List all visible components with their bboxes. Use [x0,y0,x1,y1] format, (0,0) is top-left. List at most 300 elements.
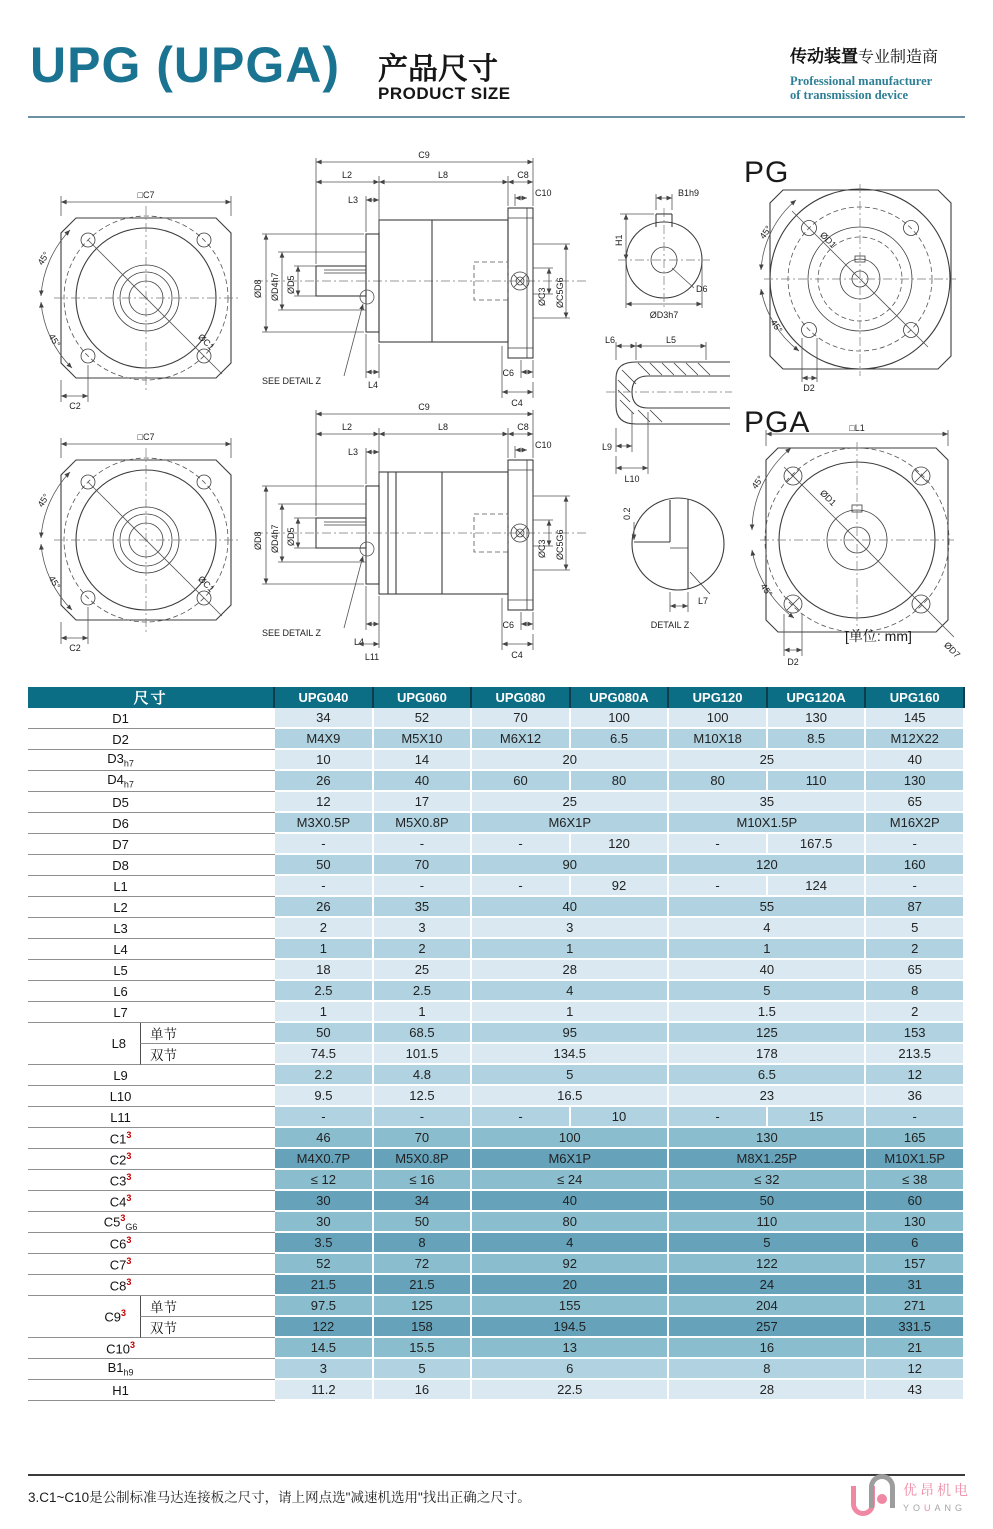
table-cell: M6X1P [472,1149,669,1170]
table-cell: - [669,876,768,897]
table-cell: 80 [571,771,670,792]
dim-label-c6: C6 [502,620,514,630]
dim-label-l5: L5 [665,335,677,345]
column-header-size: 尺寸 [28,687,275,708]
table-cell: 1 [472,1002,669,1023]
manufacturer-tagline [790,42,965,103]
dim-label-c10: C10 [535,440,552,450]
logo-text-cn: 优昂机电 [903,1482,971,1498]
table-cell: M5X0.8P [374,1149,473,1170]
dim-label-c6: C6 [502,368,514,378]
table-cell: 165 [866,1128,965,1149]
dim-label-h1: H1 [614,234,624,246]
table-cell: - [374,876,473,897]
side-view-drawing-top [246,148,591,413]
table-cell: 213.5 [866,1044,965,1065]
table-cell: 80 [669,771,768,792]
table-cell: 4 [472,1233,669,1254]
table-cell: 52 [275,1254,374,1275]
dim-label-c3: ØC3 [537,539,547,558]
row-label: L2 [28,897,275,918]
table-cell: 43 [866,1380,965,1401]
column-header: UPG120A [768,687,867,708]
column-header: UPG060 [374,687,473,708]
table-cell: 1 [275,1002,374,1023]
dim-label-l3: L3 [347,195,358,205]
table-cell: 31 [866,1275,965,1296]
dim-label-l8: L8 [437,422,449,432]
table-cell: - [275,834,374,855]
row-label: L11 [28,1107,275,1128]
table-cell: 110 [669,1212,866,1233]
dim-label-c5: ØC5G6 [555,529,565,560]
dim-label-l3: L3 [347,447,358,457]
table-cell: ≤ 32 [669,1170,866,1191]
table-cell: 13 [472,1338,669,1359]
row-label: $C3^3$ [28,1170,275,1191]
logo-en-pre: YO [903,1503,925,1513]
table-row [28,729,965,750]
dim-label-pga-d1: ØD1 [818,487,839,508]
tagline-cn: 专业制造商 [858,49,939,66]
table-row [28,1149,965,1170]
dim-label-d8: ØD8 [253,531,263,550]
table-row [28,960,965,981]
column-header: UPG080 [472,687,571,708]
dim-label-pg-d2: D2 [803,383,815,393]
column-header: UPG040 [275,687,374,708]
table-cell: 50 [669,1191,866,1212]
table-cell: 15.5 [374,1338,473,1359]
dim-label-d6: D6 [696,284,708,294]
table-row [28,1254,965,1275]
table-row [28,813,965,834]
company-logo [823,1472,973,1522]
table-cell: - [374,834,473,855]
table-cell: 153 [866,1023,965,1044]
table-row [28,1317,965,1338]
table-cell: 15 [768,1107,867,1128]
dim-label-c5: ØC5G6 [555,277,565,308]
table-cell: - [472,834,571,855]
table-cell: 40 [472,1191,669,1212]
table-cell: 92 [571,876,670,897]
logo-en-post: ANG [934,1503,967,1513]
table-cell: 12.5 [374,1086,473,1107]
dim-label-c2: C2 [69,643,81,652]
table-cell: 5 [374,1359,473,1380]
table-cell: 17 [374,792,473,813]
unit-note: [单位: mm] [845,628,912,644]
table-cell: 90 [472,855,669,876]
table-cell: 110 [768,771,867,792]
table-cell: 1 [472,939,669,960]
table-cell: M6X1P [472,813,669,834]
table-row [28,1065,965,1086]
table-cell: 1 [669,939,866,960]
table-cell: 4 [669,918,866,939]
table-cell: 100 [472,1128,669,1149]
dim-label-l8: L8 [437,170,449,180]
table-cell: 3 [472,918,669,939]
table-cell: 18 [275,960,374,981]
row-label: $C6^3$ [28,1233,275,1254]
table-cell: 3 [275,1359,374,1380]
table-cell: 87 [866,897,965,918]
table-cell: 65 [866,792,965,813]
table-cell: 204 [669,1296,866,1317]
dim-label-d4: ØD4h7 [270,272,280,301]
table-cell: 50 [374,1212,473,1233]
table-cell: ≤ 24 [472,1170,669,1191]
table-row [28,1233,965,1254]
table-cell: 120 [669,855,866,876]
row-label: L4 [28,939,275,960]
table-cell: 40 [669,960,866,981]
dim-label-c1: ØC1 [196,573,217,594]
table-row [28,918,965,939]
table-cell: 21.5 [374,1275,473,1296]
table-cell: 9.5 [275,1086,374,1107]
front-view-drawing-top [26,178,246,410]
table-row [28,1380,965,1401]
footnote: 3.C1~C10是公制标准马达连接板之尺寸，请上网点选"减速机选用"找出正确之尺寸。 [28,1490,531,1505]
table-cell: M16X2P [866,813,965,834]
row-sublabel: 双节 [140,1044,275,1065]
table-row [28,981,965,1002]
table-cell: 178 [669,1044,866,1065]
table-cell: 5 [669,1233,866,1254]
table-cell: 25 [472,792,669,813]
table-cell: 3 [374,918,473,939]
row-label: L7 [28,1002,275,1023]
table-cell: M3X0.5P [275,813,374,834]
technical-drawings [0,128,993,680]
table-cell: 5 [866,918,965,939]
table-row [28,750,965,771]
dim-label-c4: C4 [511,398,523,408]
table-cell: 257 [669,1317,866,1338]
table-cell: 122 [669,1254,866,1275]
table-cell: 14 [374,750,473,771]
table-cell: 124 [768,876,867,897]
row-label: $C2^3$ [28,1149,275,1170]
row-label: L8 [28,1023,140,1065]
column-header: UPG120 [669,687,768,708]
table-cell: M10X1.5P [866,1149,965,1170]
table-cell: 26 [275,897,374,918]
front-view-drawing-bottom [26,420,246,652]
dim-label-pga-d2: D2 [787,657,799,667]
table-cell: 25 [374,960,473,981]
row-label: D1 [28,708,275,729]
dim-label-c7: □C7 [137,432,155,442]
table-cell: 130 [669,1128,866,1149]
dim-label-d5: ØD5 [286,527,296,546]
section-title-en: PRODUCT SIZE [378,84,511,103]
table-cell: 50 [275,855,374,876]
table-cell: - [275,876,374,897]
table-cell: 60 [472,771,571,792]
row-label: L3 [28,918,275,939]
table-row [28,1338,965,1359]
table-cell: ≤ 38 [866,1170,965,1191]
row-sublabel: 单节 [140,1023,275,1044]
table-cell: 35 [374,897,473,918]
row-label: $D3_{h7}$ [28,750,275,771]
tagline-en-2: of transmission device [790,87,909,102]
table-cell: 130 [866,771,965,792]
pg-flange-view [738,172,966,394]
table-cell: 72 [374,1254,473,1275]
table-row [28,1191,965,1212]
table-cell: 12 [866,1359,965,1380]
table-cell: 50 [275,1023,374,1044]
row-label: D2 [28,729,275,750]
table-cell: 52 [374,708,473,729]
table-row [28,1212,965,1233]
table-cell: 6 [866,1233,965,1254]
table-cell: 6.5 [669,1065,866,1086]
table-cell: 167.5 [768,834,867,855]
table-cell: M6X12 [472,729,571,750]
dim-label-l2: L2 [341,422,353,432]
table-cell: 80 [472,1212,669,1233]
column-header: UPG160 [866,687,965,708]
table-cell: 5 [669,981,866,1002]
table-row [28,708,965,729]
table-cell: - [275,1107,374,1128]
table-cell: 16.5 [472,1086,669,1107]
dimension-table [28,687,965,1401]
table-cell: 125 [374,1296,473,1317]
table-cell: 2 [866,1002,965,1023]
row-label: D7 [28,834,275,855]
table-cell: 8 [866,981,965,1002]
table-cell: 34 [275,708,374,729]
table-cell: 100 [669,708,768,729]
dim-label-d3: ØD3h7 [649,310,679,320]
dim-label-l2: L2 [341,170,353,180]
table-cell: - [472,1107,571,1128]
table-cell: 12 [866,1065,965,1086]
table-cell: 16 [669,1338,866,1359]
table-cell: - [866,834,965,855]
dim-label-pga-45-1: 45° [749,473,766,491]
row-label: $C4^3$ [28,1191,275,1212]
table-cell: 160 [866,855,965,876]
dim-label-pga-d7: ØD7 [942,639,963,660]
table-cell: 34 [374,1191,473,1212]
table-row [28,834,965,855]
table-cell: 23 [669,1086,866,1107]
table-row [28,1296,965,1317]
table-cell: 55 [669,897,866,918]
table-cell: 36 [866,1086,965,1107]
table-cell: - [669,1107,768,1128]
table-cell: 122 [275,1317,374,1338]
table-cell: 97.5 [275,1296,374,1317]
tagline-en-1: Professional manufacturer [790,74,933,88]
dim-label-45-1: 45° [35,491,52,509]
table-cell: 101.5 [374,1044,473,1065]
dim-label-pga-45-2: 45° [758,581,775,599]
row-label: $C7^3$ [28,1254,275,1275]
key-profile-view [596,332,736,487]
dim-label-c1: ØC1 [196,331,217,352]
table-cell: 22.5 [472,1380,669,1401]
table-cell: 271 [866,1296,965,1317]
dim-label-pg-d1: ØD1 [818,229,839,250]
logo-en-mid: U [924,1503,935,1513]
table-cell: 24 [669,1275,866,1296]
table-row [28,1170,965,1191]
table-row [28,876,965,897]
see-detail-z-label: SEE DETAIL Z [262,628,322,638]
dim-label-l6: L6 [604,335,616,345]
table-cell: 6 [472,1359,669,1380]
table-cell: 1.5 [669,1002,866,1023]
dim-label-l9: L9 [601,442,612,452]
table-cell: 40 [374,771,473,792]
table-cell: M5X10 [374,729,473,750]
dim-label-l11: L11 [364,652,380,662]
table-cell: - [374,1107,473,1128]
dim-label-l4: L4 [367,380,379,390]
table-row [28,1023,965,1044]
dim-label-tol: 0.2 [622,507,632,520]
table-cell: M5X0.8P [374,813,473,834]
dim-label-pg-45-2: 45° [768,317,785,335]
table-cell: M8X1.25P [669,1149,866,1170]
row-label: $C8^3$ [28,1275,275,1296]
table-cell: - [866,876,965,897]
table-cell: 14.5 [275,1338,374,1359]
dim-label-c10: C10 [535,188,552,198]
dim-label-l7: L7 [698,596,709,606]
dim-label-c4: C4 [511,650,523,660]
table-cell: 8 [669,1359,866,1380]
table-cell: 6.5 [571,729,670,750]
row-label: $D4_{h7}$ [28,771,275,792]
table-cell: 4 [472,981,669,1002]
dim-label-c2: C2 [69,401,81,410]
dim-label-45-2: 45° [46,331,63,349]
table-cell: 1 [374,1002,473,1023]
table-cell: 3.5 [275,1233,374,1254]
shaft-end-view [602,180,727,325]
see-detail-z-label: SEE DETAIL Z [262,376,322,386]
table-row [28,1086,965,1107]
row-label: L5 [28,960,275,981]
dim-label-l10: L10 [624,474,640,484]
table-cell: 2.5 [374,981,473,1002]
dim-label-c9: C9 [418,150,430,160]
table-cell: 70 [374,1128,473,1149]
table-row [28,1044,965,1065]
detail-z-title: DETAIL Z [650,620,690,630]
row-label: $B1_{h9}$ [28,1359,275,1380]
dim-label-l4: L4 [353,637,365,647]
row-label: $C9^3$ [28,1296,140,1338]
pga-view-title: PGA [744,406,811,439]
table-cell: 46 [275,1128,374,1149]
table-row [28,1359,965,1380]
dim-label-pga-l1: □L1 [849,423,865,433]
table-row [28,855,965,876]
header-divider [28,116,965,118]
pg-view-title: PG [744,156,790,189]
table-cell: 20 [472,1275,669,1296]
table-cell: 21 [866,1338,965,1359]
table-row [28,771,965,792]
row-label: D8 [28,855,275,876]
table-row [28,1002,965,1023]
row-label: L6 [28,981,275,1002]
detail-z-view [600,476,740,634]
row-sublabel: 单节 [140,1296,275,1317]
table-cell: 12 [275,792,374,813]
page-title: UPG (UPGA) [30,37,340,93]
table-cell: 70 [472,708,571,729]
table-cell: 130 [768,708,867,729]
table-cell: 134.5 [472,1044,669,1065]
table-cell: 100 [571,708,670,729]
table-cell: 4.8 [374,1065,473,1086]
table-cell: M12X22 [866,729,965,750]
dim-label-d8: ØD8 [253,279,263,298]
table-cell: 11.2 [275,1380,374,1401]
logo-dot-icon [877,1494,887,1504]
table-cell: 10 [275,750,374,771]
table-cell: 70 [374,855,473,876]
table-row [28,897,965,918]
table-cell: 331.5 [866,1317,965,1338]
table-header-row [28,687,965,708]
row-label: $C5^3_{G6}$ [28,1212,275,1233]
table-cell: - [669,834,768,855]
logo-text [903,1480,971,1513]
table-row [28,1128,965,1149]
dim-label-d5: ØD5 [286,275,296,294]
table-cell: 2.5 [275,981,374,1002]
table-cell: 1 [275,939,374,960]
table-row [28,792,965,813]
table-cell: 60 [866,1191,965,1212]
table-cell: 40 [472,897,669,918]
table-cell: 30 [275,1191,374,1212]
dim-label-45-2: 45° [46,573,63,591]
table-cell: 25 [669,750,866,771]
table-cell: 65 [866,960,965,981]
table-cell: 26 [275,771,374,792]
table-cell: 120 [571,834,670,855]
row-label: $C1^3$ [28,1128,275,1149]
table-cell: 35 [669,792,866,813]
table-cell: 130 [866,1212,965,1233]
table-cell: 16 [374,1380,473,1401]
table-cell: 2 [866,939,965,960]
dim-label-c3: ØC3 [537,287,547,306]
table-cell: 74.5 [275,1044,374,1065]
table-cell: 155 [472,1296,669,1317]
table-cell: M10X1.5P [669,813,866,834]
table-cell: 8 [374,1233,473,1254]
table-cell: 5 [472,1065,669,1086]
table-cell: 92 [472,1254,669,1275]
row-label: D6 [28,813,275,834]
table-cell: 28 [669,1380,866,1401]
